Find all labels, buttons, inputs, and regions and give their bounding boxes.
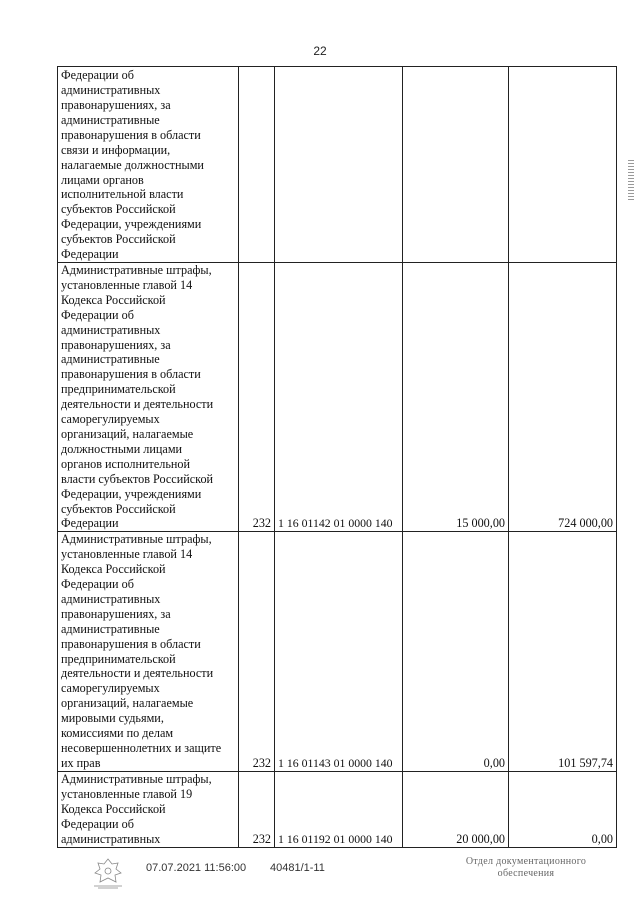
page-number: 22	[313, 44, 327, 58]
amount-cell: 0,00	[403, 532, 509, 772]
admin-code-cell: 232	[239, 263, 275, 532]
row-description: Административные штрафы, установленные главой 14 Кодекса Российской Федерации об административных правонарушениях, за административные правонарушения в области предпринимательской деятельности и деятельности саморегулируемых организаций, налагаемые мировыми судьями, комиссиями по делам несовершеннолетних и защите их прав	[58, 532, 239, 772]
admin-code-cell: 232	[239, 532, 275, 772]
amount-cell: 101 597,74	[509, 532, 617, 772]
table-row	[58, 67, 617, 263]
amount-cell: 0,00	[509, 771, 617, 847]
row-description: Административные штрафы, установленные главой 14 Кодекса Российской Федерации об административных правонарушениях, за административные правонарушения в области предпринимательской деятельности и деятельности саморегулируемых организаций, налагаемые должностными лицами органов исполнительной власти субъектов Российской Федерации, учреждениями субъектов Российской Федерации	[58, 263, 239, 532]
table-row	[58, 532, 617, 772]
table-row	[58, 771, 617, 847]
amount-cell: 15 000,00	[403, 263, 509, 532]
budget-classification-code-cell	[275, 67, 403, 263]
amount-cell: 724 000,00	[509, 263, 617, 532]
amount-cell: 20 000,00	[403, 771, 509, 847]
emblem-seal-icon	[88, 856, 128, 890]
department-stamp: Отдел документационного обеспечения	[465, 856, 587, 879]
document-footer	[0, 848, 640, 905]
budget-classification-code-cell: 1 16 01143 01 0000 140	[275, 532, 403, 772]
amount-cell	[509, 67, 617, 263]
registration-number: 40481/1-11	[270, 862, 325, 874]
budget-table	[57, 66, 617, 848]
amount-cell	[403, 67, 509, 263]
table-row	[58, 263, 617, 532]
row-description: Федерации об административных правонарушениях, за административные правонарушения в области связи и информации, налагаемые должностными лицами органов исполнительной власти субъектов Российской Федерации, учреждениями субъектов Российской Федерации	[58, 67, 239, 263]
print-timestamp: 07.07.2021 11:56:00	[146, 862, 247, 874]
admin-code-cell	[239, 67, 275, 263]
scan-edge-mark	[628, 160, 634, 200]
budget-classification-code-cell: 1 16 01142 01 0000 140	[275, 263, 403, 532]
admin-code-cell: 232	[239, 771, 275, 847]
row-description: Административные штрафы, установленные главой 19 Кодекса Российской Федерации об административных	[58, 771, 239, 847]
budget-classification-code-cell: 1 16 01192 01 0000 140	[275, 771, 403, 847]
